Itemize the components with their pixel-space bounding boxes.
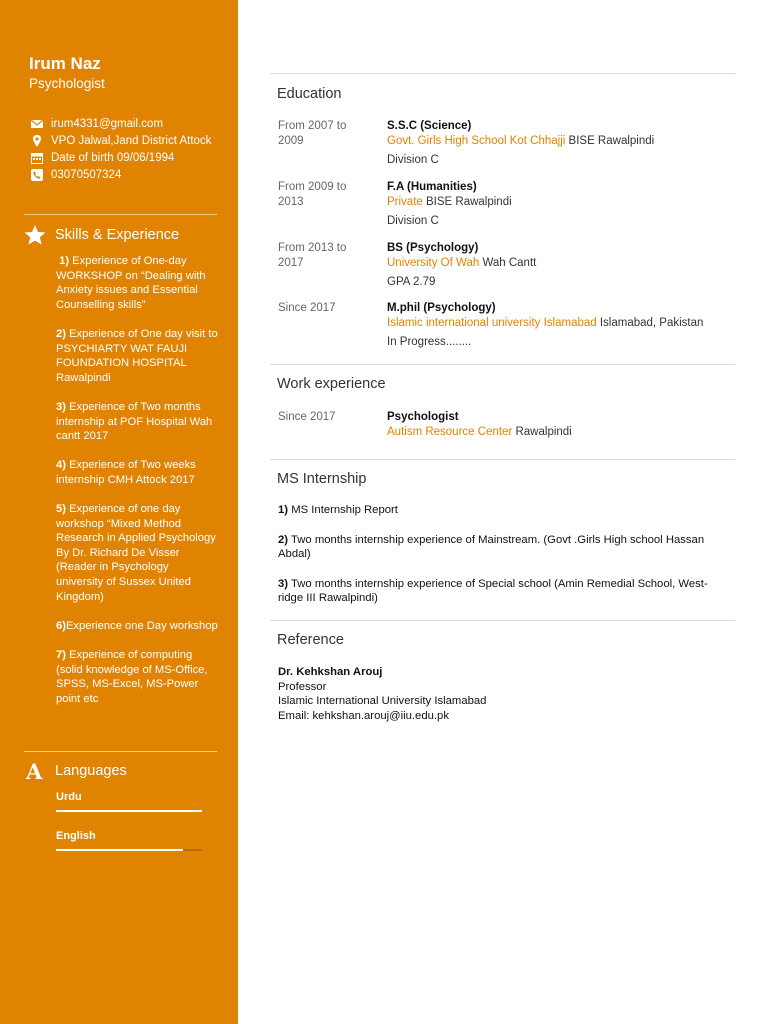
skill-item xyxy=(56,458,218,487)
entry-extra: GPA 2.79 xyxy=(387,276,436,288)
entry-title: Psychologist xyxy=(387,411,459,423)
entry-details xyxy=(387,180,737,229)
internship-number: 3) xyxy=(278,578,289,590)
language-item-english xyxy=(56,830,202,842)
reference-email[interactable]: Email: kehkshan.arouj@iiu.edu.pk xyxy=(278,709,449,722)
skill-number: 4) xyxy=(56,459,66,472)
language-level-bar xyxy=(56,810,202,812)
section-divider xyxy=(270,459,735,460)
skill-text: Experience of computing (solid knowledge of MS-Office, SPSS, MS-Excel, MS-Power point etc xyxy=(56,649,208,705)
internship-text: Two months internship experience of Mainstream. (Govt .Girls High school Hassan Abdal) xyxy=(278,534,705,561)
entry-date: Since 2017 xyxy=(278,411,336,423)
profile-name: Irum Naz xyxy=(29,54,101,73)
reference-block xyxy=(278,665,486,723)
svg-text:A: A xyxy=(26,761,43,781)
entry-title: F.A (Humanities) xyxy=(387,181,477,193)
skill-number: 1) xyxy=(59,255,70,267)
internship-heading: MS Internship xyxy=(277,471,367,487)
entry-place: Islamabad, Pakistan xyxy=(599,317,704,329)
contact-email[interactable] xyxy=(29,117,219,131)
skill-text: Experience of Two months internship at POF Hospital Wah cantt 2017 xyxy=(56,400,213,443)
contact-address xyxy=(29,134,219,148)
education-heading: Education xyxy=(277,86,342,102)
calendar-icon xyxy=(31,152,43,164)
sidebar-divider xyxy=(24,214,217,215)
skill-item xyxy=(56,648,218,706)
email-text: irum4331@gmail.com xyxy=(51,118,164,130)
skill-item xyxy=(56,327,218,385)
entry-date: From 2009 to 2013 xyxy=(278,181,347,208)
entry-extra: In Progress........ xyxy=(387,336,472,348)
entry-org: Govt. Girls High School Kot Chhajji xyxy=(387,135,566,147)
entry-place: BISE Rawalpindi xyxy=(568,135,655,147)
skill-number: 3) xyxy=(56,400,66,413)
internship-item xyxy=(278,577,718,606)
reference-heading: Reference xyxy=(277,632,344,648)
entry-org: Autism Resource Center xyxy=(387,426,513,438)
entry-title: BS (Psychology) xyxy=(387,242,479,254)
skill-text: Experience of one day workshop “Mixed Method Research in Applied Psychology By Dr. Richard De Visser (Reader in Psychology university of Sussex United Kingdom) xyxy=(56,503,216,603)
entry-details xyxy=(387,119,737,168)
skill-number: 5) xyxy=(56,503,66,516)
entry-place: Wah Cantt xyxy=(482,257,537,269)
sidebar-divider xyxy=(24,751,217,752)
map-pin-icon xyxy=(31,135,43,147)
entry-date: Since 2017 xyxy=(278,302,336,314)
address-text: VPO Jalwal,Jand District Attock xyxy=(51,135,212,147)
entry-title: M.phil (Psychology) xyxy=(387,302,496,314)
entry-org: University Of Wah xyxy=(387,257,480,269)
phone-icon xyxy=(31,169,43,181)
skills-heading-text: Skills & Experience xyxy=(55,226,180,243)
contact-phone[interactable] xyxy=(29,168,219,182)
language-item-urdu xyxy=(56,791,202,803)
entry-extra: Division C xyxy=(387,215,439,227)
entry-extra: Division C xyxy=(387,154,439,166)
entry-place: BISE Rawalpindi xyxy=(426,196,512,208)
entry-details xyxy=(387,241,737,290)
languages-heading-text: Languages xyxy=(55,762,127,779)
skill-item xyxy=(56,400,218,444)
reference-name: Dr. Kehkshan Arouj xyxy=(278,666,383,678)
font-letter-icon xyxy=(24,761,46,781)
entry-title: S.S.C (Science) xyxy=(387,120,472,132)
languages-heading xyxy=(24,761,127,781)
entry-details xyxy=(387,301,737,350)
internship-item xyxy=(278,533,718,562)
language-name: English xyxy=(56,830,96,842)
entry-date: From 2007 to 2009 xyxy=(278,120,347,147)
skills-heading xyxy=(24,225,179,245)
section-divider xyxy=(270,73,735,74)
skill-number: 7) xyxy=(56,649,66,662)
skill-item xyxy=(56,254,218,312)
entry-details xyxy=(387,410,737,440)
reference-institution: Islamic International University Islamabad xyxy=(278,695,487,708)
skill-text: Experience one Day workshop xyxy=(65,619,218,632)
language-name: Urdu xyxy=(56,791,82,803)
sidebar xyxy=(0,0,238,1024)
skill-item xyxy=(56,502,218,604)
contact-list xyxy=(29,117,219,185)
internship-number: 2) xyxy=(278,534,289,546)
entry-org: Islamic international university Islamabad xyxy=(387,317,597,329)
entry-date: From 2013 to 2017 xyxy=(278,242,347,269)
contact-dob xyxy=(29,151,219,165)
reference-role: Professor xyxy=(278,680,327,693)
skill-text: Experience of Two weeks internship CMH Attock 2017 xyxy=(56,459,196,486)
skill-number: 2) xyxy=(56,327,66,340)
phone-text: 03070507324 xyxy=(51,169,122,181)
work-heading: Work experience xyxy=(277,376,386,392)
star-icon xyxy=(24,225,46,245)
profile-title: Psychologist xyxy=(29,76,105,91)
skill-item xyxy=(56,619,218,634)
skills-list xyxy=(56,254,218,721)
section-divider xyxy=(270,364,735,365)
envelope-icon xyxy=(31,118,43,130)
skill-text: Experience of One-day WORKSHOP on “Dealing with Anxiety issues and Essential Counselling skills” xyxy=(56,255,206,311)
entry-place: Rawalpindi xyxy=(515,426,572,438)
skill-text: Experience of One day visit to PSYCHIARTY WAT FAUJI FOUNDATION HOSPITAL Rawalpindi xyxy=(56,327,218,384)
dob-text: Date of birth 09/06/1994 xyxy=(51,152,175,164)
language-level-bar xyxy=(56,849,183,851)
section-divider xyxy=(270,620,735,621)
internship-number: 1) xyxy=(278,504,289,516)
entry-org: Private xyxy=(387,196,423,208)
internship-text: Two months internship experience of Special school (Amin Remedial School, West-ridge III Rawalpindi) xyxy=(278,578,708,605)
skill-number: 6) xyxy=(56,619,66,632)
internship-text: MS Internship Report xyxy=(291,504,398,516)
internship-item xyxy=(278,503,718,517)
